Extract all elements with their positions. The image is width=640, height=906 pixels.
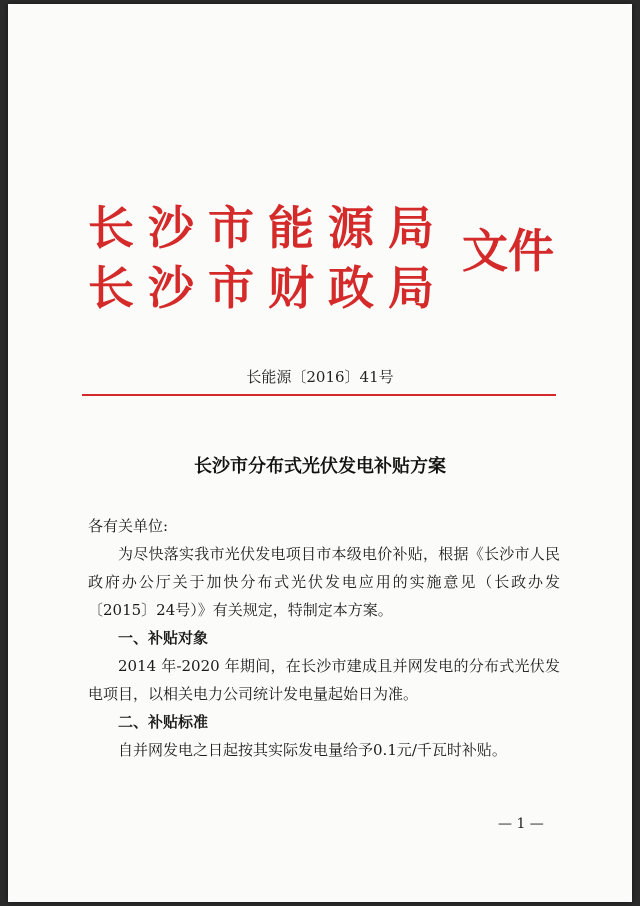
salutation: 各有关单位: [88, 517, 169, 535]
section-2-heading: 二、补贴标准 [118, 713, 209, 731]
issuer-block [88, 198, 448, 318]
issuer-line-energy-bureau: 长沙市能源局 [88, 201, 448, 255]
document-body [88, 512, 560, 764]
document-title: 长沙市分布式光伏发电补贴方案 [194, 456, 446, 477]
issuer-line-finance-bureau: 长沙市财政局 [88, 261, 448, 315]
red-divider [82, 394, 556, 396]
section-2-text: 自并网发电之日起按其实际发电量给予0.1元/千瓦时补贴。 [118, 741, 507, 759]
intro-paragraph: 为尽快落实我市光伏发电项目市本级电价补贴，根据《长沙市人民政府办公厅关于加快分布式光伏发电应用的实施意见（长政办发〔2015〕24号）》有关规定，特制定本方案。 [88, 545, 560, 619]
page-number: — 1 — [498, 816, 544, 832]
doc-type-label: 文件 [462, 224, 554, 278]
document-number: 长能源〔2016〕41号 [246, 368, 394, 386]
section-1-text: 2014 年-2020 年期间，在长沙市建成且并网发电的分布式光伏发电项目，以相关电力公司统计发电量起始日为准。 [88, 657, 560, 703]
section-1-heading: 一、补贴对象 [118, 629, 209, 647]
